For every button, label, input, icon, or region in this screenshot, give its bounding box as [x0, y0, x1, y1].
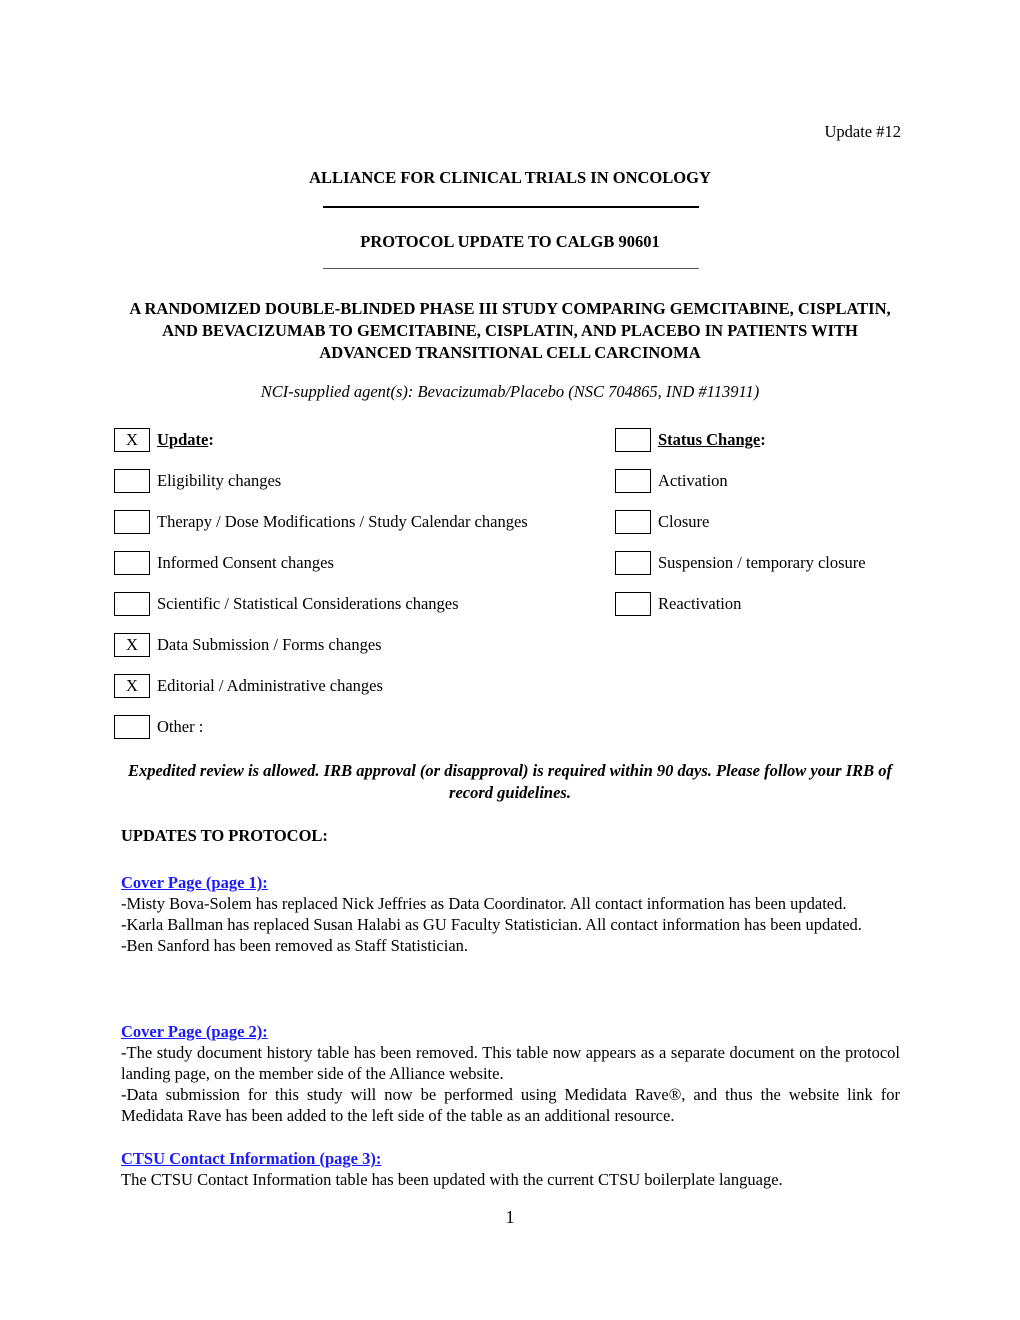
checklist-label: Activation [658, 471, 728, 490]
section-line: -Misty Bova-Solem has replaced Nick Jeffries as Data Coordinator. All contact information has been updated. [121, 894, 847, 913]
page-number: 1 [505, 1207, 515, 1227]
checklist-label: Data Submission / Forms changes [157, 635, 382, 654]
checkbox[interactable] [114, 469, 150, 493]
checklist-label: Scientific / Statistical Considerations changes [157, 594, 459, 613]
checklist-label: Closure [658, 512, 710, 531]
section-link[interactable]: CTSU Contact Information (page 3): [121, 1149, 382, 1168]
checkbox[interactable]: X [114, 674, 150, 698]
section-line: -Ben Sanford has been removed as Staff Statistician. [121, 936, 469, 955]
checklist-activation[interactable] [615, 468, 728, 494]
protocol-divider [323, 268, 699, 269]
checkbox[interactable] [615, 551, 651, 575]
checklist-scientific[interactable] [114, 591, 459, 617]
checklist-label: Suspension / temporary closure [658, 553, 866, 572]
checkbox[interactable] [114, 510, 150, 534]
checklist-suspension[interactable] [615, 550, 866, 576]
checklist-label: Reactivation [658, 594, 742, 613]
updates-heading: UPDATES TO PROTOCOL: [121, 826, 328, 845]
checklist-editorial[interactable] [114, 673, 383, 699]
study-title: A RANDOMIZED DOUBLE-BLINDED PHASE III STUDY COMPARING GEMCITABINE, CISPLATIN, AND BEVACIZUMAB TO GEMCITABINE, CISPLATIN, AND PLACEBO IN PATIENTS WITH ADVANCED TRANSITIONAL CELL CARCINOMA [129, 299, 891, 362]
checklist-label: Editorial / Administrative changes [157, 676, 383, 695]
checklist-label: Informed Consent changes [157, 553, 334, 572]
update-section-cover-page-1 [121, 872, 900, 956]
checklist-reactivation[interactable] [615, 591, 741, 617]
checkbox[interactable] [615, 469, 651, 493]
checklist-eligibility[interactable] [114, 468, 281, 494]
checklist-update[interactable]: X Update: [114, 427, 214, 453]
section-line: The CTSU Contact Information table has been updated with the current CTSU boilerplate language. [121, 1170, 783, 1189]
update-section-cover-page-2 [121, 1021, 900, 1126]
checklist-other[interactable] [114, 714, 203, 740]
checklist-label: Other : [157, 717, 204, 736]
checkbox[interactable] [114, 715, 150, 739]
checklist-label: Eligibility changes [157, 471, 282, 490]
checkbox[interactable] [114, 551, 150, 575]
section-line: -Karla Ballman has replaced Susan Halabi as GU Faculty Statistician. All contact information has been updated. [121, 915, 862, 934]
checklist-heading: Status Change [658, 430, 761, 449]
update-number: Update #12 [824, 122, 901, 141]
checklist-data-submission[interactable] [114, 632, 382, 658]
review-note: Expedited review is allowed. IRB approval (or disapproval) is required within 90 days. Please follow your IRB of record guidelines. [127, 761, 893, 802]
organization-title: ALLIANCE FOR CLINICAL TRIALS IN ONCOLOGY [309, 168, 711, 187]
checklist-status-change[interactable]: Status Change: [615, 427, 766, 453]
checkbox[interactable] [615, 428, 651, 452]
section-line: -Data submission for this study will now be performed using Medidata Rave®, and thus the website link for Medidata Rave has been added to the left side of the table as an additional resource. [121, 1085, 900, 1125]
section-link[interactable]: Cover Page (page 1): [121, 873, 268, 892]
checklist-therapy[interactable] [114, 509, 528, 535]
title-divider [323, 206, 699, 208]
update-section-ctsu-contact [121, 1148, 900, 1190]
checklist-consent[interactable] [114, 550, 334, 576]
agent-line: NCI-supplied agent(s): Bevacizumab/Placebo (NSC 704865, IND #113911) [260, 382, 760, 401]
checklist-label: Therapy / Dose Modifications / Study Calendar changes [157, 512, 528, 531]
checklist-closure[interactable] [615, 509, 709, 535]
section-line: -The study document history table has been removed. This table now appears as a separate document on the protocol landing page, on the member side of the Alliance website. [121, 1043, 900, 1083]
checkbox[interactable]: X [114, 428, 150, 452]
checkbox[interactable] [615, 510, 651, 534]
checkbox[interactable] [114, 592, 150, 616]
checklist-heading: Update [157, 430, 209, 449]
section-link[interactable]: Cover Page (page 2): [121, 1022, 268, 1041]
protocol-update-title: PROTOCOL UPDATE TO CALGB 90601 [360, 232, 660, 251]
checkbox[interactable] [615, 592, 651, 616]
checkbox[interactable]: X [114, 633, 150, 657]
